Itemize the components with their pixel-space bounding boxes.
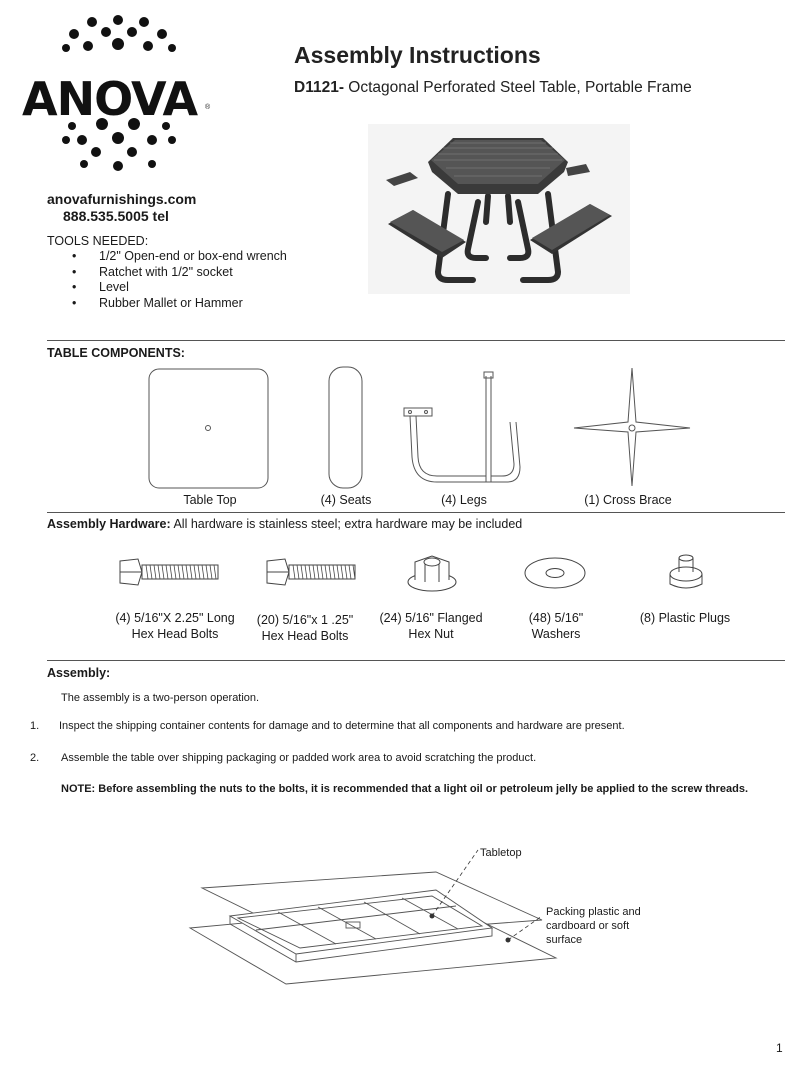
website: anovafurnishings.com — [47, 191, 197, 207]
step-text: Inspect the shipping container contents for damage and to determine that all components and hardware are present. — [59, 720, 625, 732]
hardware-label-line: (4) 5/16"X 2.25" Long — [115, 611, 235, 625]
hardware-label-line: (24) 5/16" Flanged — [379, 611, 483, 625]
list-item: • Level — [72, 280, 287, 296]
component-label-cross-brace: (1) Cross Brace — [584, 493, 672, 507]
diagram-label-tabletop: Tabletop — [480, 847, 522, 859]
divider — [47, 660, 785, 661]
assembly-note: NOTE: Before assembling the nuts to the bolts, it is recommended that a light oil or petroleum jelly be applied to the screw threads. — [61, 783, 749, 795]
product-subtitle — [294, 79, 692, 97]
hardware-label-line: (8) Plastic Plugs — [639, 611, 731, 625]
table-top-drawing — [148, 368, 270, 490]
list-item: • Ratchet with 1/2" socket — [72, 265, 287, 281]
list-item: • 1/2" Open-end or box-end wrench — [72, 249, 287, 265]
phone-number: 888.535.5005 tel — [63, 208, 169, 224]
seat-drawing — [328, 366, 364, 490]
page-title: Assembly Instructions — [294, 42, 541, 68]
hardware-label-line: (48) 5/16" — [528, 611, 584, 625]
long-bolt-drawing — [118, 557, 220, 587]
hardware-label-plastic-plugs — [630, 610, 740, 626]
component-label-legs: (4) Legs — [441, 493, 487, 507]
cross-brace-drawing — [572, 366, 694, 490]
hardware-label-line: (20) 5/16"x 1 .25" — [256, 613, 354, 627]
product-name: Octagonal Perforated Steel Table, Portable Frame — [348, 79, 692, 96]
list-item: • Rubber Mallet or Hammer — [72, 296, 287, 312]
diagram-label-line: Packing plastic and — [546, 906, 641, 918]
diagram-label-line: cardboard or soft — [546, 920, 630, 932]
component-label-seats: (4) Seats — [320, 493, 372, 507]
hardware-label-long-bolt — [100, 610, 250, 642]
components-heading: TABLE COMPONENTS: — [47, 346, 185, 360]
hardware-label-line: Hex Head Bolts — [131, 627, 219, 641]
brand-name: ANOVA — [22, 72, 198, 126]
hardware-title: Assembly Hardware: — [47, 517, 171, 531]
leg-drawing — [402, 372, 526, 490]
short-bolt-drawing — [265, 557, 357, 587]
hardware-label-line: Hex Nut — [408, 627, 454, 641]
registered-mark: ® — [205, 104, 211, 111]
hardware-label-short-bolt — [242, 612, 368, 644]
diagram-label-packing — [546, 905, 641, 947]
diagram-label-line: surface — [546, 934, 583, 946]
divider — [47, 512, 785, 513]
tools-list — [72, 249, 287, 311]
hardware-label-line: Washers — [531, 627, 581, 641]
product-code: D1121- — [294, 79, 344, 96]
flanged-nut-drawing — [405, 550, 459, 594]
hardware-label-flanged-nut — [372, 610, 490, 642]
page-number: 1 — [776, 1041, 783, 1055]
washer-drawing — [523, 555, 587, 591]
step-number: 1. — [30, 720, 40, 732]
hardware-note: All hardware is stainless steel; extra hardware may be included — [170, 517, 523, 531]
step-text: Assemble the table over shipping packaging or padded work area to avoid scratching the product. — [61, 752, 537, 764]
hardware-label-washers — [506, 610, 606, 642]
assembly-heading: Assembly: — [47, 666, 111, 680]
hardware-heading — [47, 517, 522, 531]
tools-heading: TOOLS NEEDED: — [47, 234, 149, 248]
divider — [47, 340, 785, 341]
product-table-image — [368, 124, 630, 294]
step-number: 2. — [30, 752, 40, 764]
component-label-table-top: Table Top — [183, 493, 237, 507]
assembly-intro: The assembly is a two-person operation. — [61, 692, 260, 704]
plastic-plug-drawing — [666, 550, 706, 594]
hardware-label-line: Hex Head Bolts — [261, 629, 349, 643]
